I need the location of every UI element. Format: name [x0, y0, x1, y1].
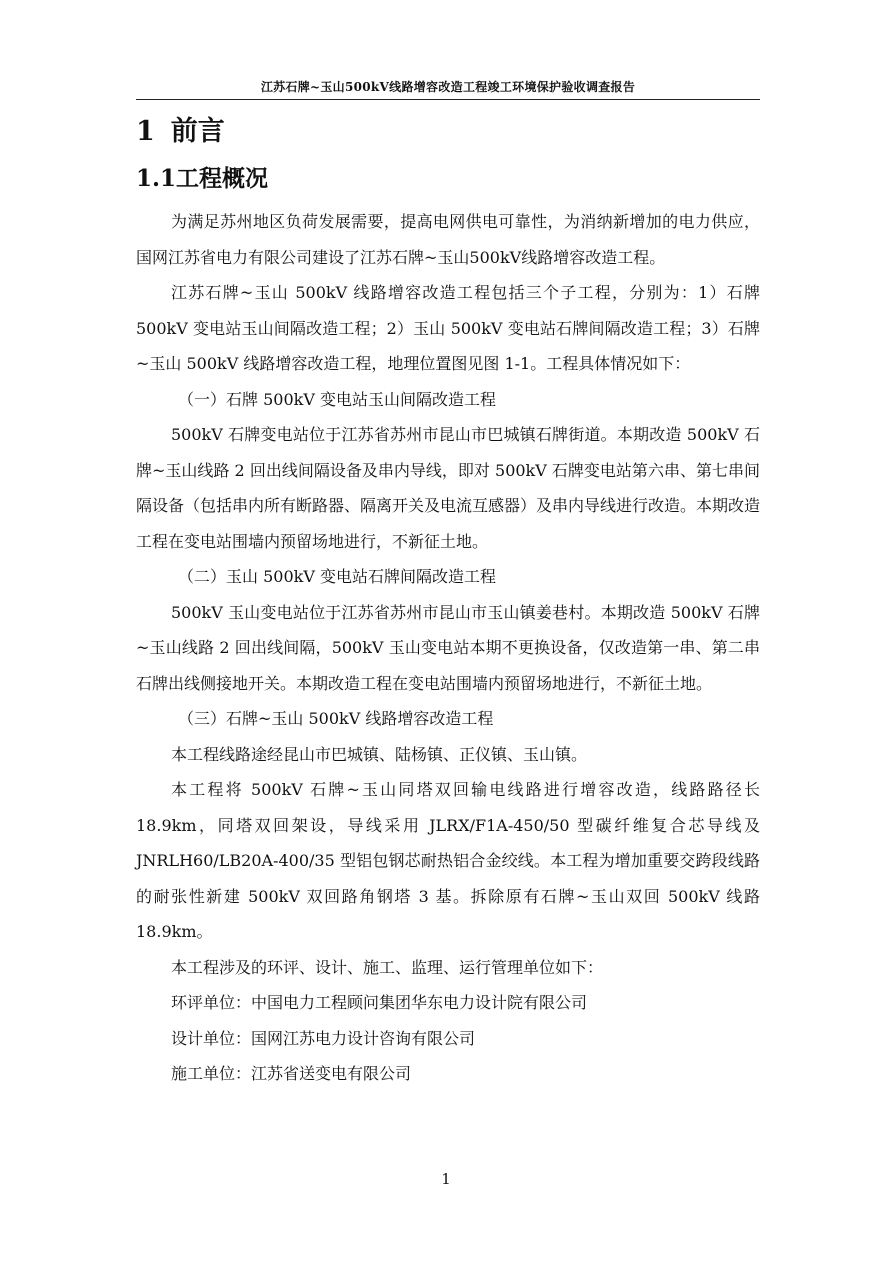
unit-line-design: 设计单位：国网江苏电力设计咨询有限公司	[171, 1028, 476, 1048]
unit-line-construction: 施工单位：江苏省送变电有限公司	[171, 1064, 412, 1083]
page-number: 1	[441, 1170, 451, 1188]
paragraph: 本工程涉及的环评、设计、施工、监理、运行管理单位如下：	[171, 957, 604, 977]
section-heading	[136, 108, 760, 156]
unit-line-eia: 环评单位：中国电力工程顾问集团华东电力设计院有限公司	[171, 993, 588, 1012]
sub-item-heading: （二）玉山 500kV 变电站石牌间隔改造工程	[178, 567, 496, 586]
section-title: 前言	[170, 116, 225, 147]
paragraph: 500kV 玉山变电站位于江苏省苏州市昆山市玉山镇姜巷村。本期改造 500kV 石牌~玉山线路 2 回出线间隔，500kV 玉山变电站本期不更换设备，仅改造第一串、第二串石牌出线侧接地开关。本期改造工程在变电站围墙内预留场地进行，不新征土地。	[136, 602, 760, 693]
sub-item-heading: （三）石牌~玉山 500kV 线路增容改造工程	[178, 709, 494, 728]
sub-item-heading: （一）石牌 500kV 变电站玉山间隔改造工程	[178, 389, 496, 409]
page-body	[136, 108, 760, 1092]
header-divider	[136, 99, 760, 100]
paragraph: 本工程线路途经昆山市巴城镇、陆杨镇、正仪镇、玉山镇。	[171, 744, 588, 764]
paragraph: 本工程将 500kV 石牌~玉山同塔双回输电线路进行增容改造，线路路径长 18.9km，同塔双回架设，导线采用 JLRX/F1A-450/50 型碳纤维复合芯导线及 JNRLH60/LB20A-400/35 型铝包钢芯耐热铝合金绞线。本工程为增加重要交跨段线路的耐张性新建 500kV 双回路角钢塔 3 基。拆除原有石牌~玉山双回 500kV 线路 18.9km。	[136, 780, 760, 941]
paragraph: 500kV 石牌变电站位于江苏省苏州市昆山市巴城镇石牌街道。本期改造 500kV 石牌~玉山线路 2 回出线间隔设备及串内导线，即对 500kV 石牌变电站第六串、第七串间隔设备（包括串内所有断路器、隔离开关及电流互感器）及串内导线进行改造。本期改造工程在变电站围墙内预留场地进行，不新征土地。	[136, 425, 761, 551]
running-header: 江苏石牌~玉山500kV线路增容改造工程竣工环境保护验收调查报告	[260, 80, 636, 94]
paragraph: 为满足苏州地区负荷发展需要，提高电网供电可靠性，为消纳新增加的电力供应，国网江苏省电力有限公司建设了江苏石牌~玉山500kV线路增容改造工程。	[136, 212, 760, 267]
section-number: 1	[136, 116, 155, 147]
subsection-heading: 1.1工程概况	[136, 165, 269, 192]
paragraph: 江苏石牌~玉山 500kV 线路增容改造工程包括三个子工程，分别为：1）石牌 500kV 变电站玉山间隔改造工程；2）玉山 500kV 变电站石牌间隔改造工程；3）石牌~玉山 500kV 线路增容改造工程，地理位置图见图 1-1。工程具体情况如下：	[136, 283, 760, 373]
